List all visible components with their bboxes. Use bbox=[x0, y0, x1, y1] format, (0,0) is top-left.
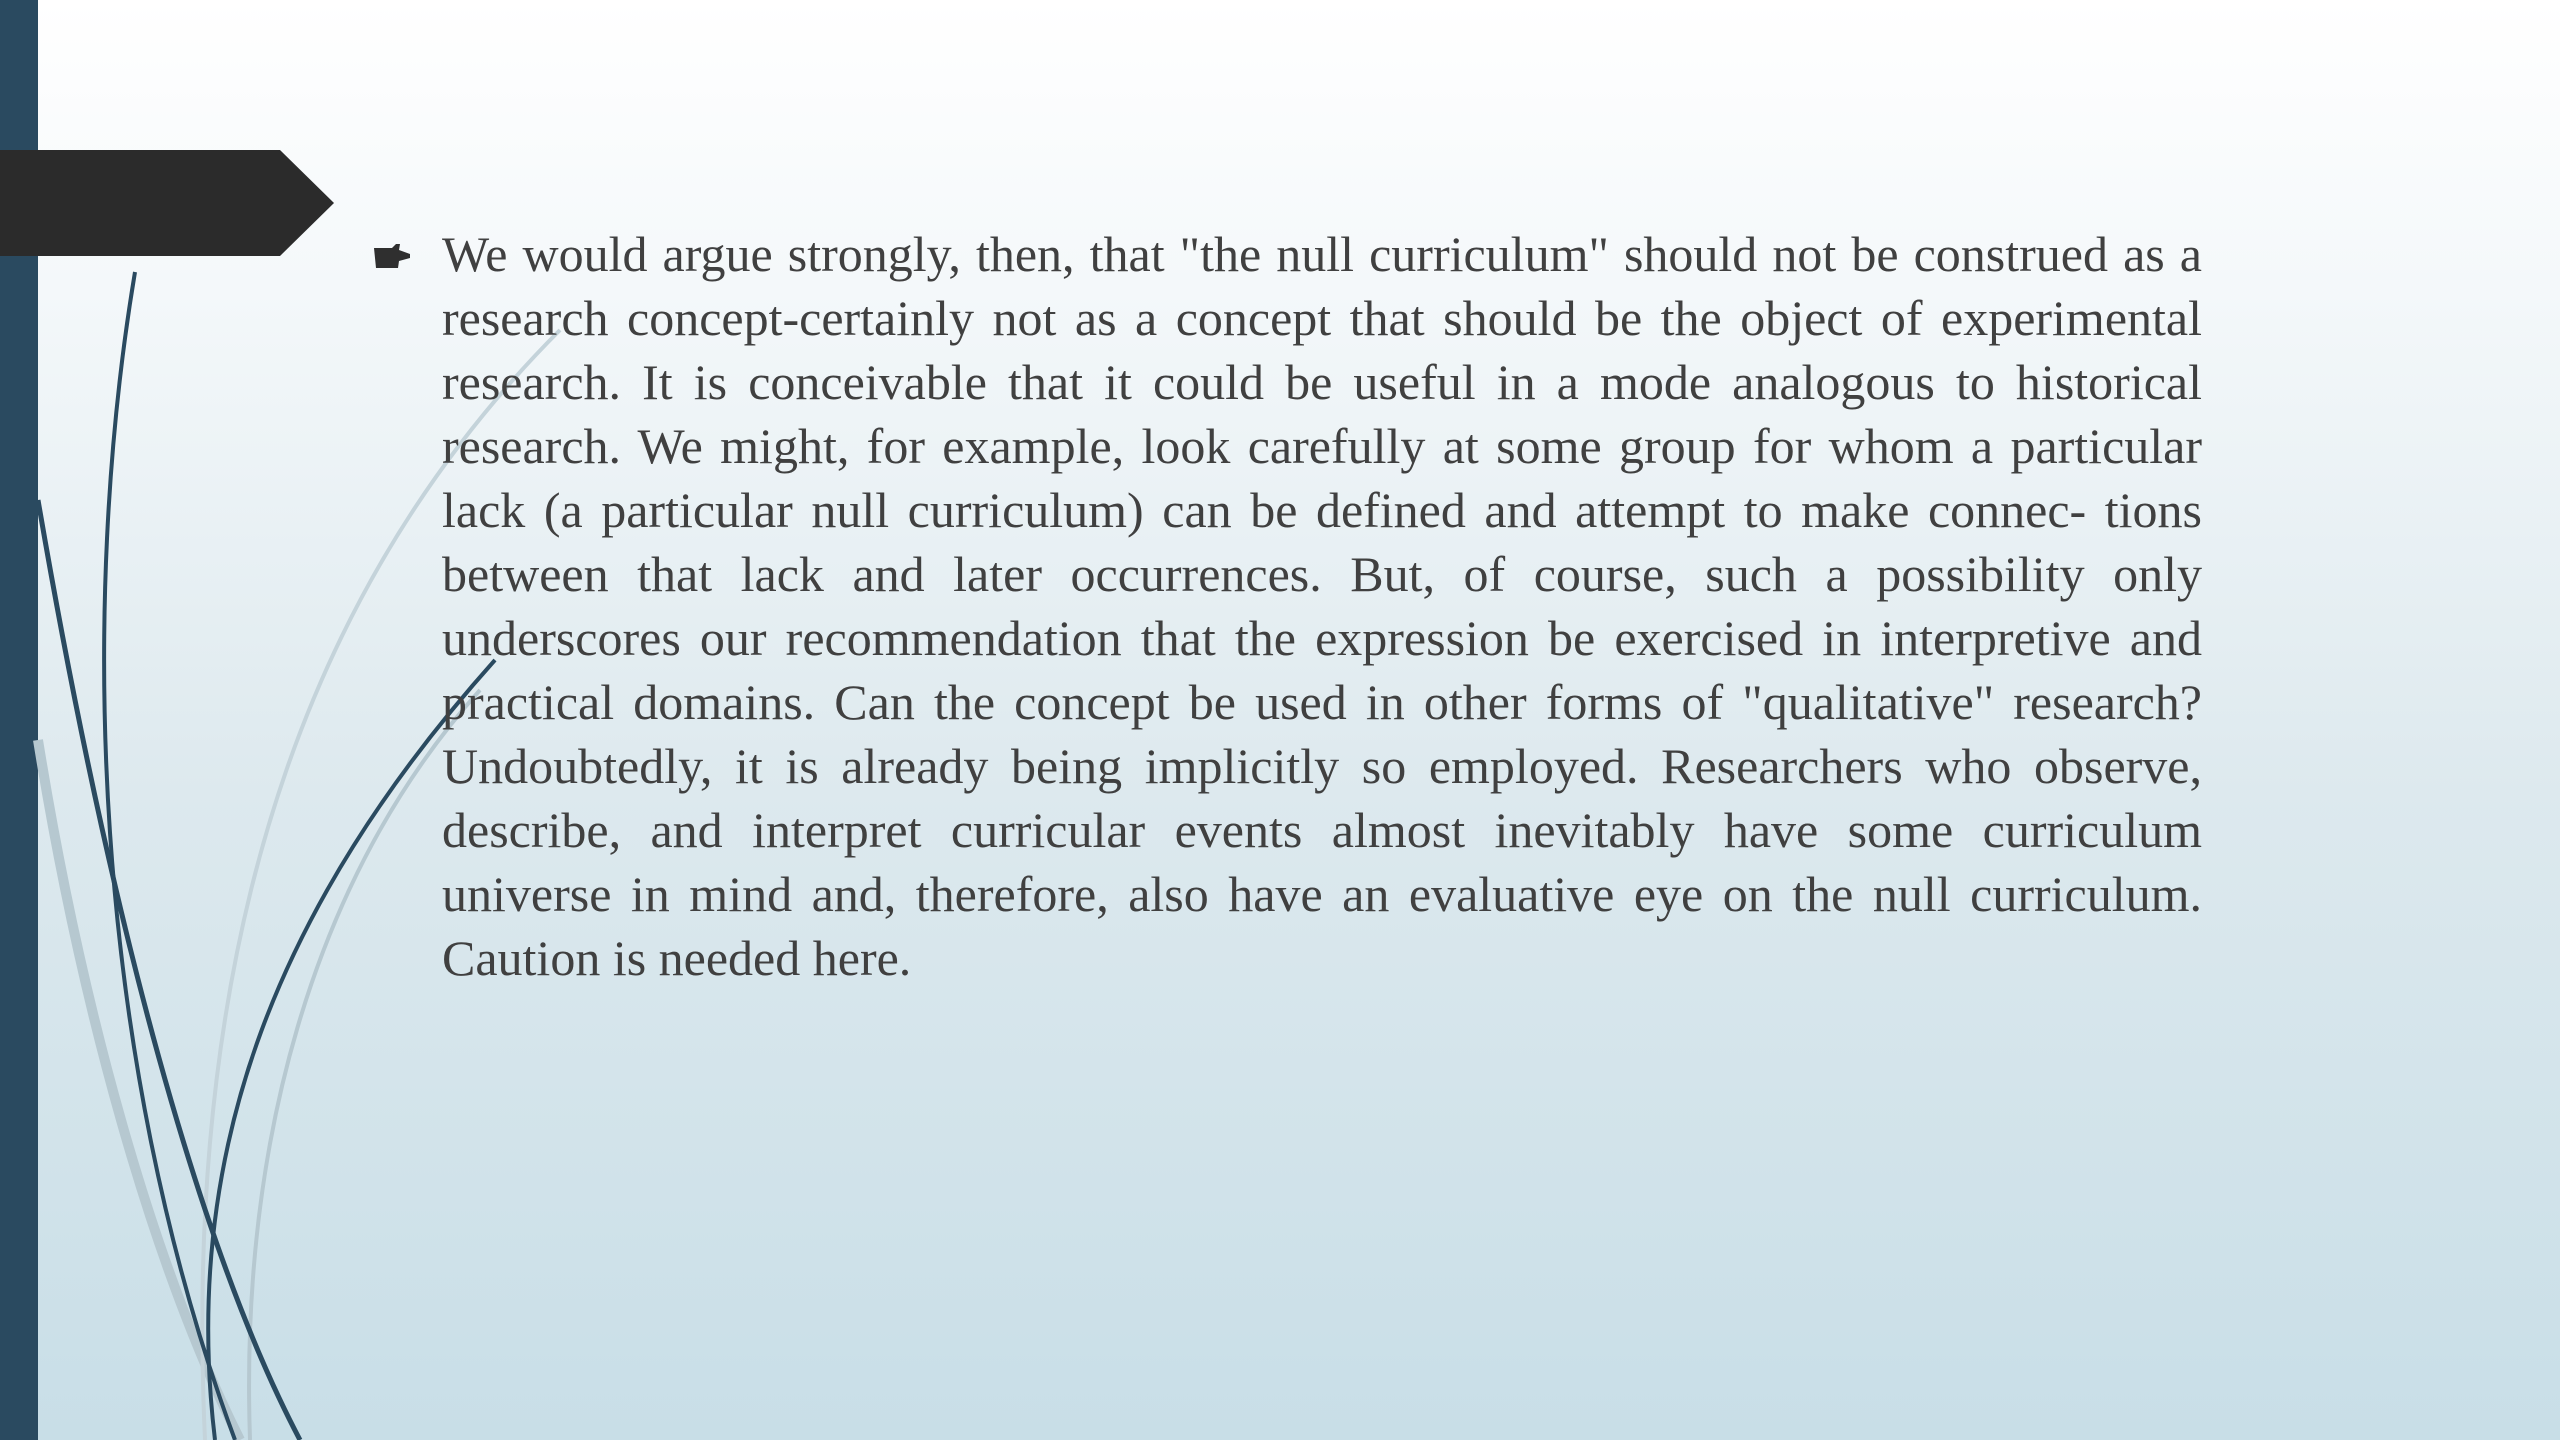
decorative-curve-dark-2 bbox=[38, 500, 300, 1440]
content-area bbox=[372, 222, 2202, 990]
title-tab-shape bbox=[0, 150, 340, 256]
bullet-item bbox=[372, 222, 2202, 990]
bullet-text: We would argue strongly, then, that "the null curriculum" should not be construed as a research concept-certainly not as a concept that should be the object of experimental research. It is conceivable that it could be useful in a mode analogous to historical research. We might, for example, look carefully at some group for whom a particular lack (a particular null curriculum) can be defined and attempt to make connec- tions between that lack and later occurrences. But, of course, such a possibility only underscores our recommendation that the expression be exercised in interpretive and practical domains. Can the concept be used in other forms of "qualitative" research? Undoubtedly, it is already being implicitly so employed. Researchers who observe, describe, and interpret curricular events almost inevitably have some curriculum universe in mind and, therefore, also have an evaluative eye on the null curriculum. Caution is needed here. bbox=[442, 226, 2202, 986]
pointing-hand-bullet-icon bbox=[372, 222, 442, 275]
